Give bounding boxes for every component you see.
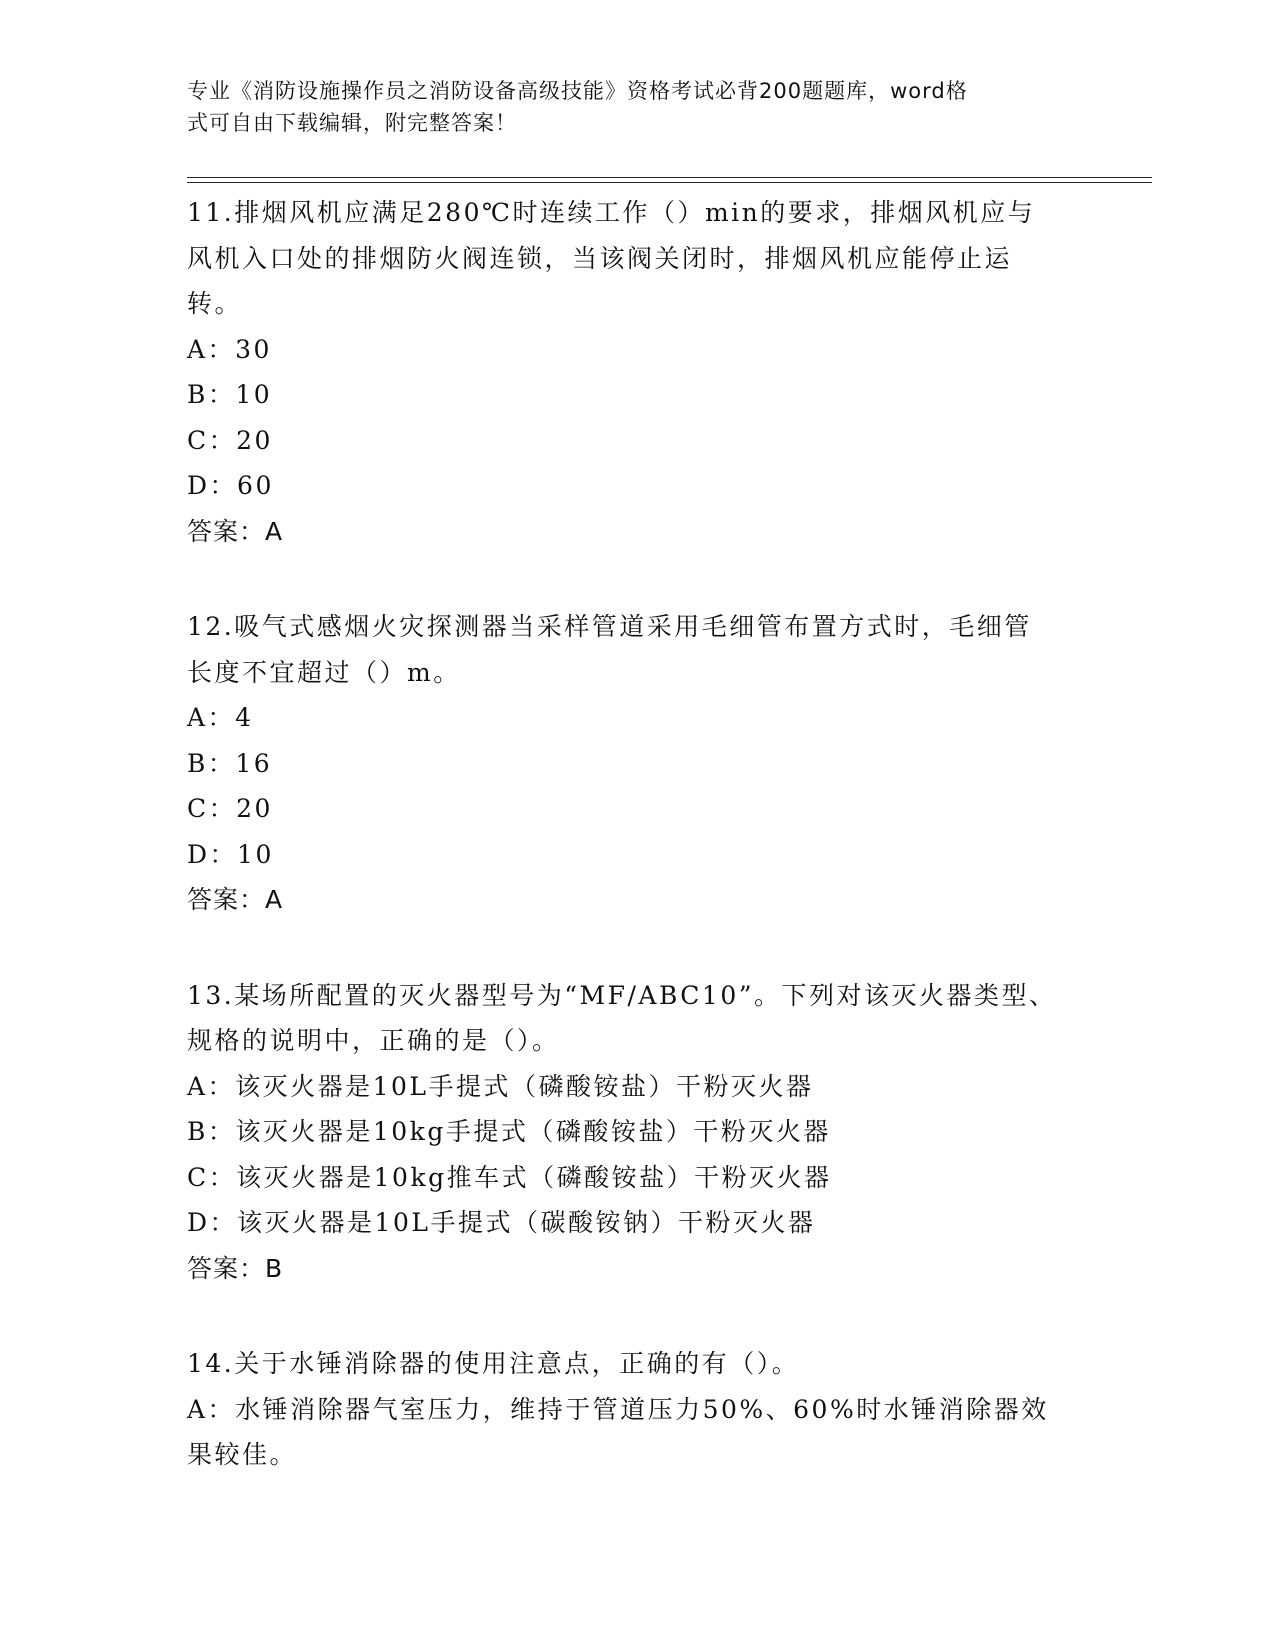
stem-line: 12.吸气式感烟火灾探测器当采样管道采用毛细管布置方式时，毛细管 bbox=[187, 612, 1032, 641]
option-label: A： bbox=[187, 1071, 236, 1101]
header-line-1: 专业《消防设施操作员之消防设备高级技能》资格考试必背200题题库，word格 bbox=[187, 79, 968, 103]
option-c bbox=[187, 1155, 1087, 1201]
option-text: 该灭火器是10L手提式（磷酸铵盐）干粉灭火器 bbox=[235, 1071, 814, 1101]
stem-line: 规格的说明中，正确的是（）。 bbox=[187, 1026, 560, 1055]
option-text: 该灭火器是10kg手提式（磷酸铵盐）干粉灭火器 bbox=[235, 1117, 831, 1146]
option-label: C： bbox=[187, 1162, 237, 1192]
question-stem bbox=[187, 190, 1087, 327]
option-a bbox=[187, 695, 1087, 741]
option-d bbox=[187, 832, 1087, 878]
option-d bbox=[187, 1200, 1087, 1246]
stem-line: 13.某场所配置的灭火器型号为“MF/ABC10”。下列对该灭火器类型、 bbox=[187, 980, 1057, 1010]
option-label: B： bbox=[187, 380, 236, 409]
option-label: D： bbox=[187, 839, 238, 869]
option-label: B： bbox=[187, 748, 236, 778]
option-c bbox=[187, 418, 1087, 464]
option-b bbox=[187, 372, 1087, 418]
option-b bbox=[187, 741, 1087, 787]
question-14 bbox=[187, 1341, 1087, 1478]
question-11 bbox=[187, 190, 1087, 554]
option-a bbox=[187, 1064, 1087, 1110]
header-line-2: 式可自由下载编辑，附完整答案！ bbox=[187, 111, 517, 135]
option-text: 该灭火器是10kg推车式（磷酸铵盐）干粉灭火器 bbox=[236, 1162, 832, 1192]
answer-line: 答案：B bbox=[187, 1253, 284, 1283]
option-text: 水锤消除器气室压力，维持于管道压力50%、60%时水锤消除器效果较佳。 bbox=[187, 1394, 1049, 1469]
option-text: 4 bbox=[235, 703, 254, 732]
option-text: 30 bbox=[235, 334, 272, 364]
option-text: 16 bbox=[235, 748, 273, 778]
question-12 bbox=[187, 604, 1087, 923]
question-stem bbox=[187, 604, 1087, 695]
option-text: 20 bbox=[236, 425, 273, 455]
option-label: A： bbox=[187, 703, 236, 732]
stem-line: 风机入口处的排烟防火阀连锁，当该阀关闭时，排烟风机应能停止运 bbox=[187, 243, 1013, 273]
option-label: A： bbox=[187, 334, 236, 364]
stem-line: 11.排烟风机应满足280℃时连续工作（）min的要求，排烟风机应与 bbox=[187, 198, 1036, 227]
option-label: D： bbox=[187, 471, 238, 500]
option-text: 该灭火器是10L手提式（碳酸铵钠）干粉灭火器 bbox=[237, 1208, 816, 1237]
option-a bbox=[187, 1387, 1057, 1478]
stem-line: 长度不宜超过（）m。 bbox=[187, 657, 461, 687]
stem-line: 14.关于水锤消除器的使用注意点，正确的有（）。 bbox=[187, 1349, 800, 1378]
stem-line: 转。 bbox=[187, 289, 243, 318]
question-stem bbox=[187, 973, 1087, 1064]
header-divider-bottom bbox=[187, 182, 1152, 183]
option-a bbox=[187, 327, 1087, 373]
question-stem bbox=[187, 1341, 1087, 1387]
answer-line: 答案：A bbox=[187, 885, 284, 914]
option-label: C： bbox=[187, 425, 237, 455]
option-text: 20 bbox=[236, 794, 273, 823]
option-label: A： bbox=[187, 1394, 236, 1424]
option-text: 10 bbox=[237, 839, 274, 869]
answer-line: 答案：A bbox=[187, 516, 284, 546]
header-divider-top bbox=[187, 177, 1152, 178]
option-label: C： bbox=[187, 794, 237, 823]
option-label: D： bbox=[187, 1208, 238, 1237]
option-c bbox=[187, 786, 1087, 832]
option-b bbox=[187, 1109, 1087, 1155]
option-label: B： bbox=[187, 1117, 236, 1146]
option-d bbox=[187, 463, 1087, 509]
document-header bbox=[187, 75, 1067, 139]
option-text: 60 bbox=[237, 471, 274, 500]
question-13 bbox=[187, 973, 1087, 1292]
question-list bbox=[187, 190, 1087, 1528]
option-text: 10 bbox=[235, 380, 273, 409]
